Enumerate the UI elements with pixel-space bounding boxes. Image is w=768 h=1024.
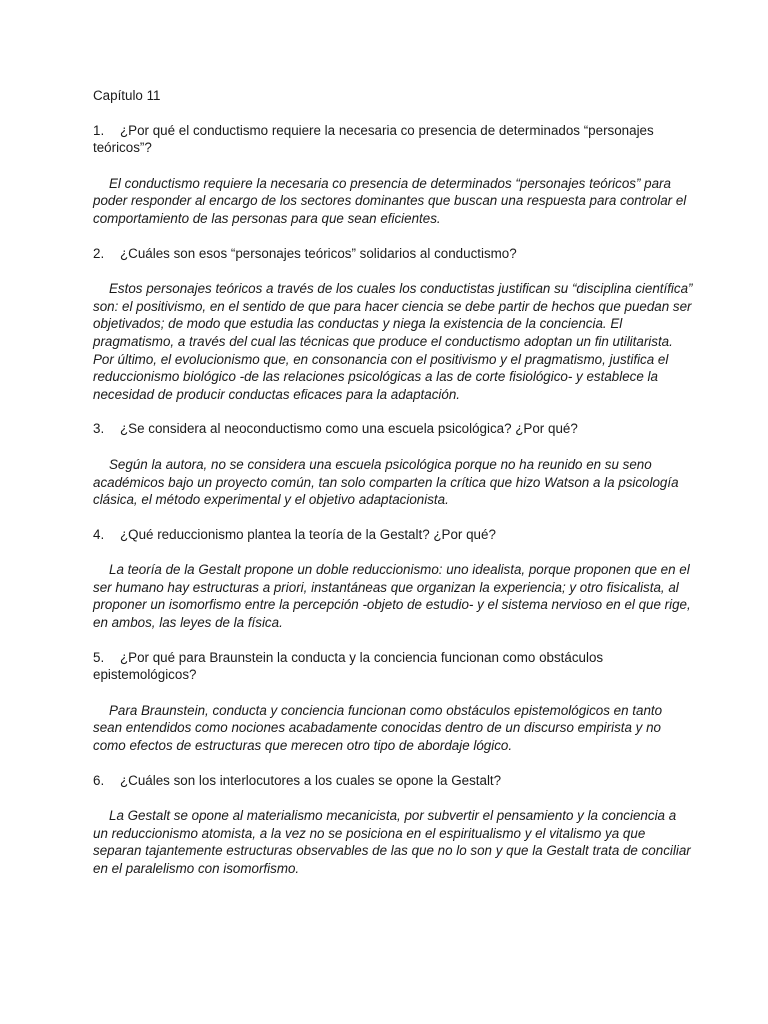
answer-2: Estos personajes teóricos a través de los cuales los conductistas justifican su “disciplina científica” son: el positivismo, en el sentido de que para hacer ciencia se debe partir de hechos que puedan ser objetivados; de modo que estudia las conductas y niega la existencia de la conciencia. El pragmatismo, a través del cual las técnicas que produce el conductismo adoptan un fin utilitarista. Por último, el evolucionismo que, en consonancia con el positivismo y el pragmatismo, justifica el reduccionismo biológico -de las relaciones psicológicas a las de corte fisiológico- y establece la necesidad de producir conductas eficaces para la adaptación. <box>93 281 693 402</box>
question-text: ¿Cuáles son los interlocutores a los cuales se opone la Gestalt? <box>120 772 502 788</box>
question-text: ¿Cuáles son esos “personajes teóricos” solidarios al conductismo? <box>120 245 517 261</box>
answer-5: Para Braunstein, conducta y conciencia funcionan como obstáculos epistemológicos en tanto sean entendidos como nociones acabadamente conocidas dentro de un discurso empirista y no como efectos de estructuras que merecen otro tipo de abordaje lógico. <box>93 702 663 754</box>
question-text: ¿Por qué el conductismo requiere la necesaria co presencia de determinados “personajes teóricos”? <box>93 122 654 156</box>
answer-4: La teoría de la Gestalt propone un doble reduccionismo: uno idealista, porque proponen que en el ser humano hay estructuras a priori, instantáneas que organizan la experiencia; y otro fisicalista, al proponer un isomorfismo entre la percepción -objeto de estudio- y el sistema nervioso en el que rige, en ambos, las leyes de la física. <box>93 562 691 631</box>
question-text: ¿Qué reduccionismo plantea la teoría de la Gestalt? ¿Por qué? <box>120 526 496 542</box>
question-2 <box>93 245 693 263</box>
document-page <box>93 87 693 895</box>
qa-item-1 <box>93 122 693 228</box>
chapter-title: Capítulo 11 <box>93 88 161 103</box>
qa-item-6 <box>93 772 693 878</box>
answer-6: La Gestalt se opone al materialismo mecanicista, por subvertir el pensamiento y la conciencia a un reduccionismo atomista, a la vez no se posiciona en el espiritualismo y el vitalismo ya que separan tajantemente estructuras observables de las que no lo son y que la Gestalt trata de conciliar en el paralelismo con isomorfismo. <box>93 808 691 876</box>
qa-item-4 <box>93 526 693 632</box>
answer-3: Según la autora, no se considera una escuela psicológica porque no ha reunido en su seno académicos bajo un proyecto común, tan solo comparten la crítica que hizo Watson a la psicología clásica, el método experimental y el objetivo adaptacionista. <box>93 456 679 508</box>
qa-item-3 <box>93 420 693 508</box>
question-number: 5. <box>93 649 105 665</box>
question-3 <box>93 420 693 438</box>
question-number: 6. <box>93 772 105 788</box>
question-text: ¿Por qué para Braunstein la conducta y la conciencia funcionan como obstáculos epistemológicos? <box>93 649 604 683</box>
question-1 <box>93 122 693 157</box>
question-number: 3. <box>93 421 105 437</box>
question-number: 2. <box>93 245 105 261</box>
question-number: 1. <box>93 122 105 138</box>
question-6 <box>93 772 693 790</box>
qa-item-5 <box>93 649 693 755</box>
question-number: 4. <box>93 526 105 542</box>
question-text: ¿Se considera al neoconductismo como una escuela psicológica? ¿Por qué? <box>120 421 578 437</box>
answer-1: El conductismo requiere la necesaria co presencia de determinados “personajes teóricos” para poder responder al encargo de los sectores dominantes que buscan una respuesta para controlar el comportamiento de las personas para que sean eficientes. <box>93 175 687 226</box>
question-4 <box>93 526 693 544</box>
qa-item-2 <box>93 245 693 404</box>
question-5 <box>93 649 693 684</box>
